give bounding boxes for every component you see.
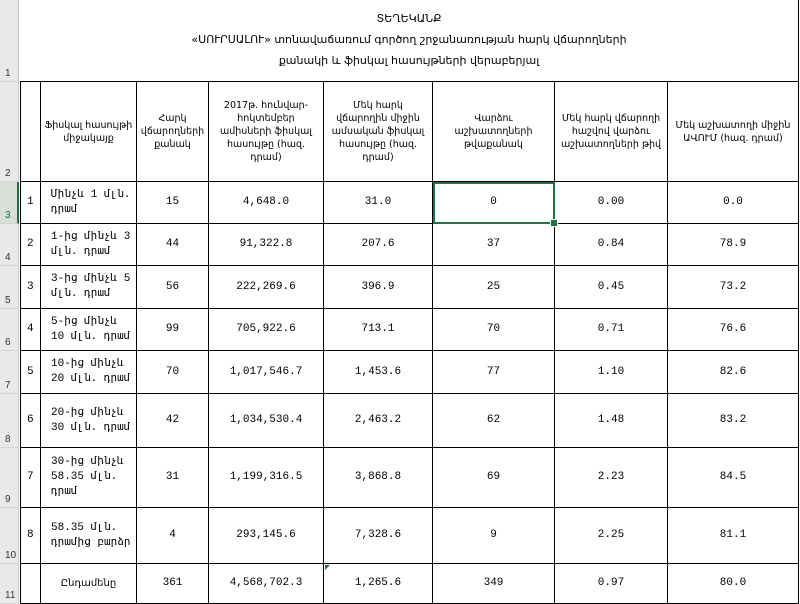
- fiscal-range-cell[interactable]: 5-ից մինչև 10 մլն. դրամ: [41, 309, 137, 351]
- report-title-heading: ՏԵՂԵԿԱՆՔ: [376, 12, 442, 25]
- row-index[interactable]: 2: [20, 224, 41, 266]
- header-index-cell[interactable]: [20, 82, 41, 182]
- fiscal-total-cell[interactable]: 1,199,316.5: [209, 448, 324, 508]
- avg-salary-cell[interactable]: 81.1: [668, 508, 799, 564]
- employees-per-taxpayer-cell[interactable]: 0.84: [555, 224, 668, 266]
- row-index[interactable]: 8: [20, 508, 41, 564]
- employees-per-taxpayer-cell[interactable]: 2.23: [555, 448, 668, 508]
- row-header-3[interactable]: 3: [0, 182, 19, 224]
- fiscal-range-cell[interactable]: Մինչև 1 մլն. դրամ: [41, 182, 137, 224]
- fiscal-range-cell[interactable]: 3-ից մինչև 5 մլն. դրամ: [41, 266, 137, 309]
- taxpayers-cell[interactable]: 31: [137, 448, 209, 508]
- total-avg-fiscal-cell[interactable]: 1,265.6: [324, 564, 433, 604]
- fiscal-total-cell[interactable]: 1,017,546.7: [209, 351, 324, 394]
- fiscal-total-cell[interactable]: 91,322.8: [209, 224, 324, 266]
- fiscal-range-cell[interactable]: 10-ից մինչև 20 մլն. դրամ: [41, 351, 137, 394]
- header-fiscal-total-2017[interactable]: 2017թ. հունվար-հոկտեմբեր ամիսների ֆիսկալ հասույթը (հազ. դրամ): [209, 82, 324, 182]
- avg-fiscal-cell[interactable]: 2,463.2: [324, 394, 433, 448]
- taxpayers-cell[interactable]: 99: [137, 309, 209, 351]
- avg-salary-cell[interactable]: 82.6: [668, 351, 799, 394]
- employees-cell[interactable]: 25: [433, 266, 555, 309]
- total-label[interactable]: Ընդամենը: [41, 564, 137, 604]
- employees-per-taxpayer-cell[interactable]: 1.48: [555, 394, 668, 448]
- row-header-5[interactable]: 5: [0, 266, 19, 309]
- taxpayers-cell[interactable]: 56: [137, 266, 209, 309]
- employees-cell-selected[interactable]: 0: [433, 182, 555, 224]
- avg-fiscal-cell[interactable]: 207.6: [324, 224, 433, 266]
- employees-per-taxpayer-cell[interactable]: 0.00: [555, 182, 668, 224]
- fiscal-total-cell[interactable]: 1,034,530.4: [209, 394, 324, 448]
- employees-per-taxpayer-cell[interactable]: 2.25: [555, 508, 668, 564]
- row-index[interactable]: 1: [20, 182, 41, 224]
- header-employees-per-taxpayer[interactable]: Մեկ հարկ վճարողի հաշվով վարձու աշխատողների թիվ: [555, 82, 668, 182]
- avg-fiscal-cell[interactable]: 396.9: [324, 266, 433, 309]
- avg-salary-cell[interactable]: 76.6: [668, 309, 799, 351]
- header-avg-salary[interactable]: Մեկ աշխատողի միջին ԱՎՈՒՄ (հազ. դրամ): [668, 82, 799, 182]
- avg-fiscal-cell[interactable]: 31.0: [324, 182, 433, 224]
- report-title-line-3: քանակի և ֆիսկալ հասույթների վերաբերյալ: [278, 54, 540, 67]
- report-title-cell[interactable]: [20, 0, 799, 82]
- fiscal-total-cell[interactable]: 293,145.6: [209, 508, 324, 564]
- report-title-line-2: «ՍՈՒՐՍԱԼՈՒ» տոնավաճառում գործող շրջանառության հարկ վճարողների: [191, 33, 627, 46]
- total-avg-salary-cell[interactable]: 80.0: [668, 564, 799, 604]
- fiscal-range-cell[interactable]: 58.35 մլն. դրամից բարձր: [41, 508, 137, 564]
- avg-salary-cell[interactable]: 84.5: [668, 448, 799, 508]
- total-index-cell[interactable]: [20, 564, 41, 604]
- avg-fiscal-cell[interactable]: 3,868.8: [324, 448, 433, 508]
- formula-indicator-icon: [325, 565, 330, 570]
- total-employees-per-taxpayer-cell[interactable]: 0.97: [555, 564, 668, 604]
- header-taxpayers-count[interactable]: Հարկ վճարողների քանակ: [137, 82, 209, 182]
- header-fiscal-range[interactable]: Ֆիսկալ հասույթի միջակայք: [41, 82, 137, 182]
- fiscal-total-cell[interactable]: 705,922.6: [209, 309, 324, 351]
- row-header-10[interactable]: 10: [0, 508, 19, 564]
- avg-fiscal-cell[interactable]: 713.1: [324, 309, 433, 351]
- header-employees-count[interactable]: Վարձու աշխատողների թվաքանակ: [433, 82, 555, 182]
- avg-salary-cell[interactable]: 73.2: [668, 266, 799, 309]
- row-index[interactable]: 7: [20, 448, 41, 508]
- row-index[interactable]: 4: [20, 309, 41, 351]
- employees-cell[interactable]: 69: [433, 448, 555, 508]
- row-header-2[interactable]: 2: [0, 82, 19, 182]
- employees-per-taxpayer-cell[interactable]: 0.71: [555, 309, 668, 351]
- fiscal-range-cell[interactable]: 1-ից մինչև 3 մլն. դրամ: [41, 224, 137, 266]
- taxpayers-cell[interactable]: 42: [137, 394, 209, 448]
- employees-per-taxpayer-cell[interactable]: 1.10: [555, 351, 668, 394]
- avg-salary-cell[interactable]: 83.2: [668, 394, 799, 448]
- row-header-6[interactable]: 6: [0, 309, 19, 351]
- employees-per-taxpayer-cell[interactable]: 0.45: [555, 266, 668, 309]
- row-header-9[interactable]: 9: [0, 448, 19, 508]
- fiscal-range-cell[interactable]: 30-ից մինչև 58.35 մլն. դրամ: [41, 448, 137, 508]
- total-taxpayers-cell[interactable]: 361: [137, 564, 209, 604]
- taxpayers-cell[interactable]: 70: [137, 351, 209, 394]
- fill-handle[interactable]: [550, 219, 558, 227]
- total-employees-cell[interactable]: 349: [433, 564, 555, 604]
- employees-cell[interactable]: 77: [433, 351, 555, 394]
- fiscal-total-cell[interactable]: 4,648.0: [209, 182, 324, 224]
- taxpayers-cell[interactable]: 4: [137, 508, 209, 564]
- avg-salary-cell[interactable]: 0.0: [668, 182, 799, 224]
- row-header-8[interactable]: 8: [0, 394, 19, 448]
- total-fiscal-cell[interactable]: 4,568,702.3: [209, 564, 324, 604]
- header-avg-fiscal[interactable]: Մեկ հարկ վճարողին միջին ամսական ֆիսկալ հասույթը (հազ. դրամ): [324, 82, 433, 182]
- fiscal-total-cell[interactable]: 222,269.6: [209, 266, 324, 309]
- row-header-1[interactable]: 1: [0, 0, 19, 82]
- employees-cell[interactable]: 9: [433, 508, 555, 564]
- row-header-11[interactable]: 11: [0, 564, 19, 604]
- row-index[interactable]: 3: [20, 266, 41, 309]
- taxpayers-cell[interactable]: 44: [137, 224, 209, 266]
- avg-fiscal-cell[interactable]: 1,453.6: [324, 351, 433, 394]
- row-index[interactable]: 5: [20, 351, 41, 394]
- row-index[interactable]: 6: [20, 394, 41, 448]
- row-header-4[interactable]: 4: [0, 224, 19, 266]
- fiscal-range-cell[interactable]: 20-ից մինչև 30 մլն. դրամ: [41, 394, 137, 448]
- taxpayers-cell[interactable]: 15: [137, 182, 209, 224]
- employees-cell[interactable]: 62: [433, 394, 555, 448]
- avg-fiscal-cell[interactable]: 7,328.6: [324, 508, 433, 564]
- employees-cell[interactable]: 37: [433, 224, 555, 266]
- avg-salary-cell[interactable]: 78.9: [668, 224, 799, 266]
- row-header-7[interactable]: 7: [0, 351, 19, 394]
- employees-cell[interactable]: 70: [433, 309, 555, 351]
